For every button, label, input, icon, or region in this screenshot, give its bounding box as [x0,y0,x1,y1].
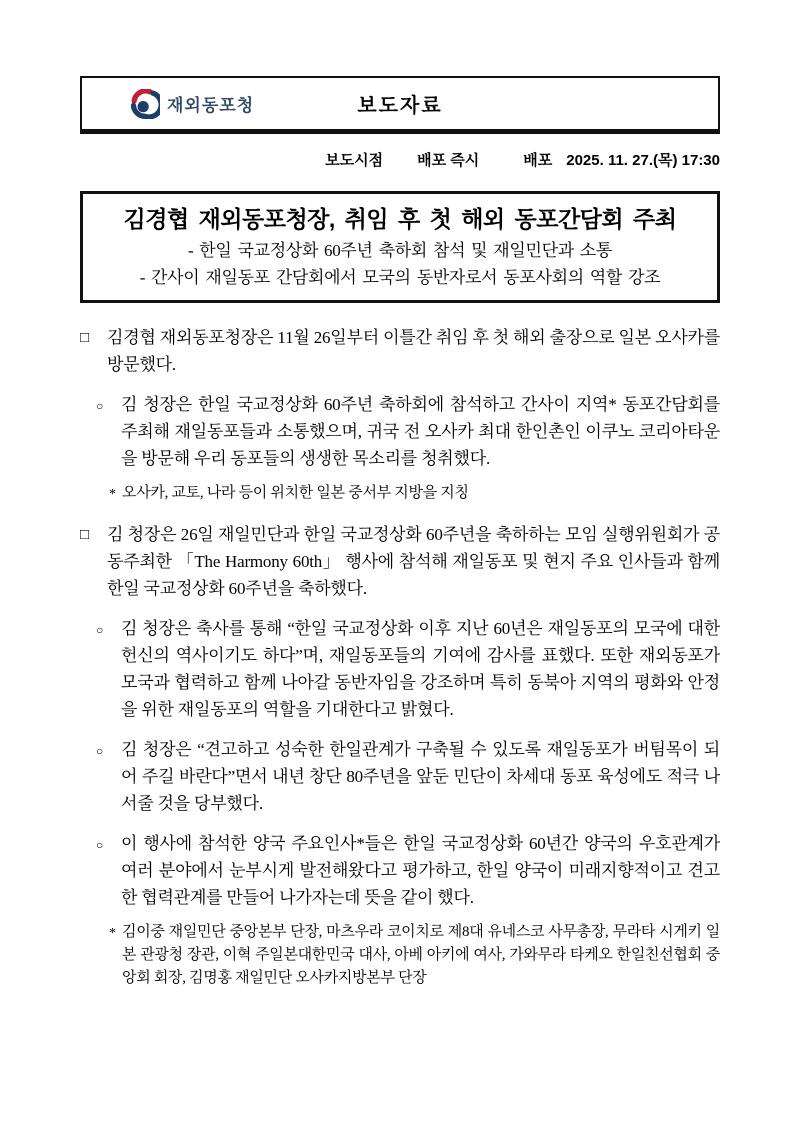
circle-bullet-icon: ○ [96,838,104,852]
press-release-subtitle: - 한일 국교정상화 60주년 축하회 참석 및 재일민단과 소통 [187,241,613,260]
paragraph-text: 김 청장은 축사를 통해 “한일 국교정상화 이후 지난 60년은 재일동포의 모국에 대한 헌신의 역사이기도 하다”며, 재일동포들의 기여에 감사를 표했다. 또한 재외동포가 모국과 협력하고 함께 나아갈 동반자임을 강조하며 특히 동북아 지역의 평화와 안정을 위한 재일동포의 역할을 기대한다고 밝혔다. [121,619,720,719]
agency-name: 재외동포청 [167,96,255,115]
release-timing-value: 배포 즉시 [417,152,480,169]
release-info-line [80,149,720,170]
title-box [80,191,720,303]
square-bullet-icon: □ [80,527,89,543]
square-bullet-icon: □ [80,330,89,346]
circle-bullet-icon: ○ [96,399,104,413]
paragraph-text: 김 청장은 “견고하고 성숙한 한일관계가 구축될 수 있도록 재일동포가 버팀목이 되어 주길 바란다”면서 내년 창단 80주년을 앞둔 민단이 차세대 동포 육성에도 적극 나서줄 것을 당부했다. [121,740,720,813]
release-timing-label: 보도시점 [325,152,384,169]
doc-type-title: 보도자료 [357,95,443,117]
paragraph [80,521,720,602]
header-box [80,76,720,134]
footnote [107,482,720,505]
distribution-label: 배포 [523,152,553,169]
circle-bullet-icon: ○ [96,623,104,637]
press-release-title: 김경협 재외동포청장, 취임 후 첫 해외 동포간담회 주최 [123,206,677,232]
paragraph [95,736,720,817]
korea-government-emblem-icon [130,89,160,119]
asterisk-marker: * [109,487,116,502]
distribution-datetime: 2025. 11. 27.(목) 17:30 [566,152,720,169]
footnote-text: 오사카, 교토, 나라 등이 위치한 일본 중서부 지방을 지칭 [122,485,469,501]
footnote-text: 김이중 재일민단 중앙본부 단장, 마츠우라 코이치로 제8대 유네스코 사무총장, 무라타 시게키 일본 관광청 장관, 이혁 주일본대한민국 대사, 아베 아키에 여사, 가와무라 타케오 한일친선협회 중앙회 회장, 김명홍 재일민단 오사카지방본부 단장 [122,924,720,986]
paragraph-text: 김 청장은 26일 재일민단과 한일 국교정상화 60주년을 축하하는 모임 실행위원회가 공동주최한 「The Harmony 60th」 행사에 참석해 재일동포 및 현지 주요 인사들과 함께 한일 국교정상화 60주년을 축하했다. [107,525,720,598]
paragraph-text: 이 행사에 참석한 양국 주요인사*들은 한일 국교정상화 60년간 양국의 우호관계가 여러 분야에서 눈부시게 발전해왔다고 평가하고, 한일 양국이 미래지향적이고 견고한 협력관계를 만들어 나가자는데 뜻을 같이 했다. [121,834,720,907]
body-area [80,324,720,990]
paragraph [95,830,720,911]
agency-logo [130,89,254,119]
paragraph [80,324,720,378]
footnote [107,921,720,990]
paragraph [95,391,720,472]
asterisk-marker: * [109,926,116,941]
paragraph-text: 김경협 재외동포청장은 11월 26일부터 이틀간 취임 후 첫 해외 출장으로 일본 오사카를 방문했다. [107,328,720,374]
paragraph-text: 김 청장은 한일 국교정상화 60주년 축하회에 참석하고 간사이 지역* 동포간담회를 주최해 재일동포들과 소통했으며, 귀국 전 오사카 최대 한인촌인 이쿠노 코리아타운을 방문해 우리 동포들의 생생한 목소리를 청취했다. [121,395,720,468]
press-release-subtitle: - 간사이 재일동포 간담회에서 모국의 동반자로서 동포사회의 역할 강조 [139,268,661,287]
circle-bullet-icon: ○ [96,744,104,758]
paragraph [95,615,720,723]
